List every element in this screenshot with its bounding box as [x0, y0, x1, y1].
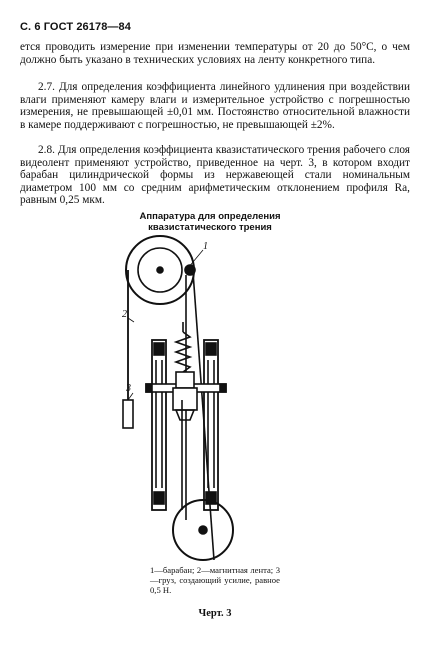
figure-title: Аппаратура для определения квазистатического трения [139, 211, 281, 233]
page-header: С. 6 ГОСТ 26178—84 [20, 21, 131, 33]
label-2: 2 [122, 309, 127, 320]
label-1: 1 [203, 241, 208, 252]
weight [123, 400, 133, 428]
paragraph-continued: ется проводить измерение при изменении температуры от 20 до 50°C, о чем должно быть указано в технических условиях на ленту конкретного типа. [20, 41, 410, 66]
figure-caption: 1—барабан; 2—магнитная лента; 3—груз, создающий усилие, равное 0,5 Н. [150, 565, 280, 595]
label-3: 3 [126, 383, 131, 394]
paragraph-2-8: 2.8. Для определения коэффициента квазистатического трения рабочего слоя видеолент применяют устройство, приведенное на черт. 3, в котором входит барабан цилиндрической формы из нержавеющей стали номинальным диаметром 100 мм со средним арифметическим отклонением профиля Ra, равным 0,25 мкм. [20, 144, 410, 207]
figure-number: Черт. 3 [198, 608, 232, 619]
paragraph-2-7: 2.7. Для определения коэффициента линейного удлинения при воздействии влаги применяют камеру влаги и измерительное устройство с погрешностью измерения, не превышающей ±0,01 мм. Постоянство относительной влажности в камере поддерживают с погрешностью, не превышающей ±2%. [20, 81, 410, 131]
